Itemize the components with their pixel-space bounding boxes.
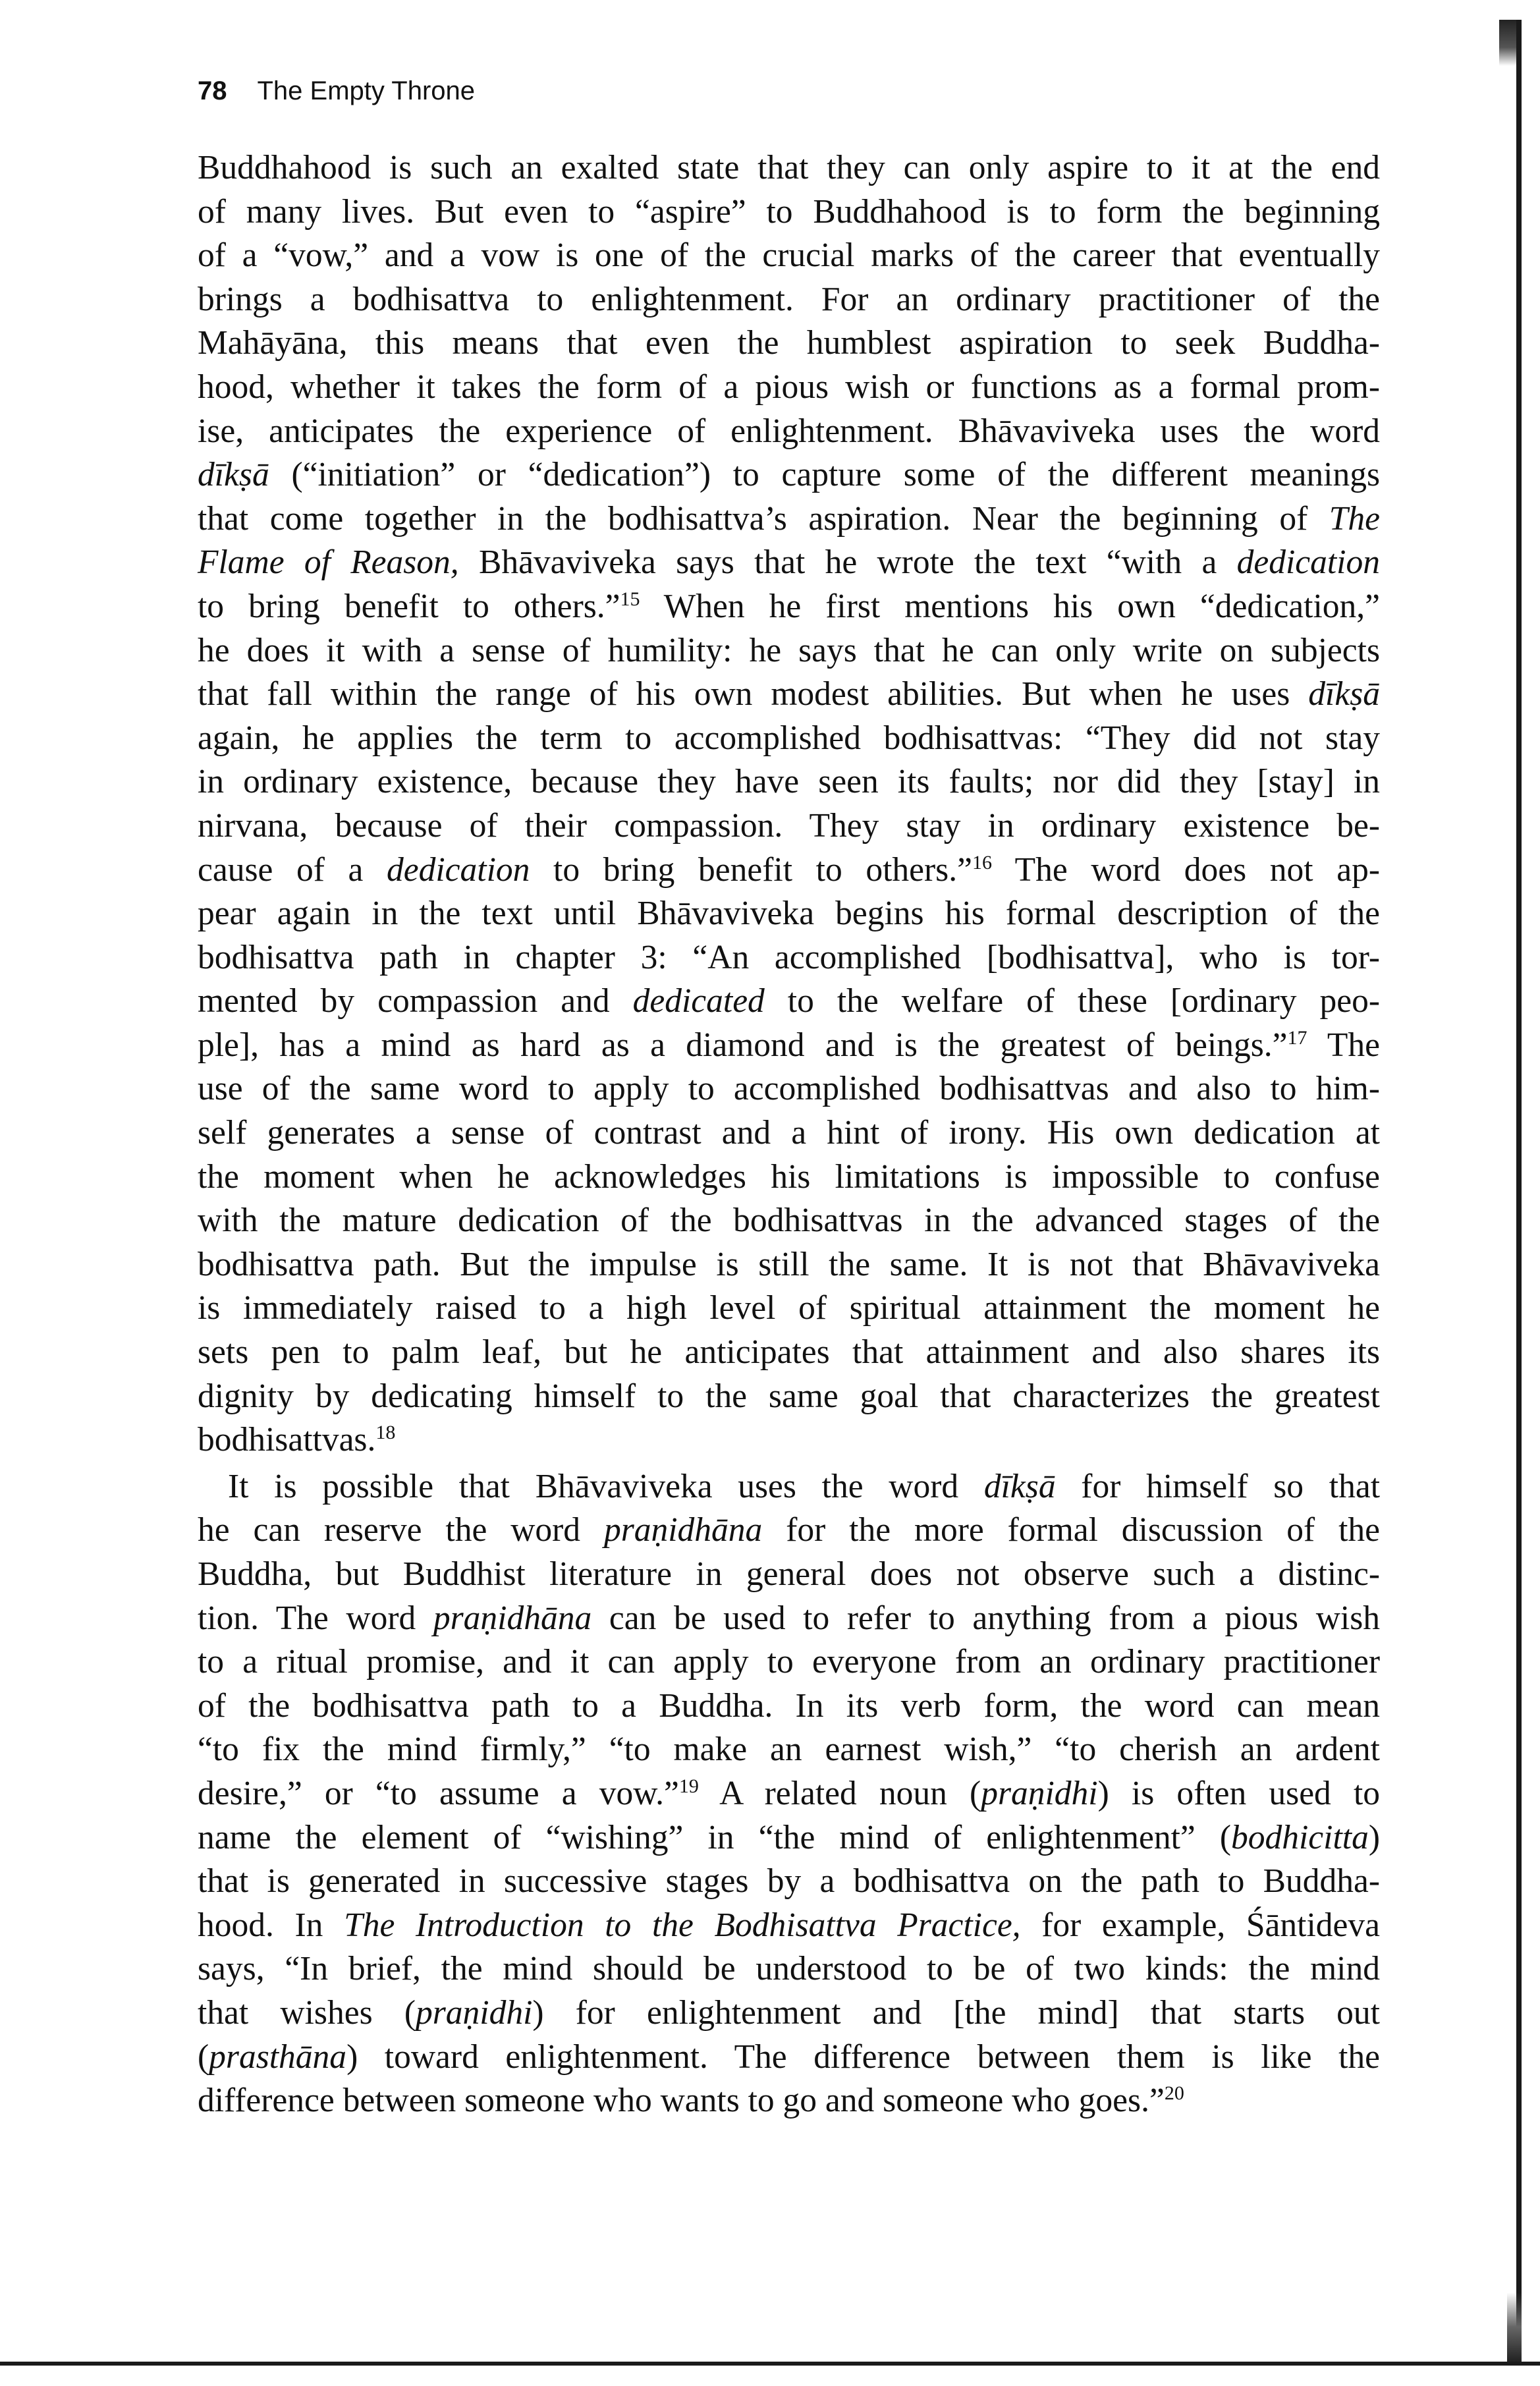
text-line: the moment when he acknowledges his limitations is impossible to confuse	[198, 1157, 1380, 1196]
scan-edge-shadow-bottom	[1507, 2292, 1522, 2362]
text-line: cause of a dedication to bring benefit to others.”$^{16}$ The word does not ap-	[198, 850, 1381, 889]
footnote-ref-15: 15	[620, 588, 640, 610]
footnote-ref-18: 18	[375, 1422, 396, 1444]
text-line: mented by compassion and dedicated to the welfare of these [ordinary peo-	[198, 982, 1380, 1020]
text-line: hood. In The Introduction to the Bodhisattva Practice, for example, Śāntideva	[198, 1906, 1380, 1944]
text-line: bodhisattvas.$^{18}$	[198, 1421, 396, 1459]
text-line: Mahāyāna, this means that even the humblest aspiration to seek Buddha-	[198, 324, 1380, 362]
text-line: is immediately raised to a high level of spiritual attainment the moment he	[198, 1289, 1380, 1327]
text-line: pear again in the text until Bhāvaviveka begins his formal description of the	[198, 895, 1380, 933]
text-line: dīkṣā (“initiation” or “dedication”) to capture some of the different meanings	[198, 456, 1380, 494]
text-line: Buddha, but Buddhist literature in general does not observe such a distinc-	[198, 1555, 1380, 1593]
scan-edge-bottom	[0, 2362, 1540, 2366]
text-line: sets pen to palm leaf, but he anticipates that attainment and also shares its	[198, 1333, 1380, 1372]
text-line: of the bodhisattva path to a Buddha. In its verb form, the word can mean	[198, 1686, 1380, 1725]
text-line: use of the same word to apply to accomplished bodhisattvas and also to him-	[198, 1070, 1380, 1108]
text-line: It is possible that Bhāvaviveka uses the word dīkṣā for himself so that	[228, 1467, 1380, 1505]
text-line: (prasthāna) toward enlightenment. The difference between them is like the	[198, 2038, 1380, 2076]
text-line: to a ritual promise, and it can apply to everyone from an ordinary practitioner	[198, 1643, 1380, 1681]
text-line: that come together in the bodhisattva’s aspiration. Near the beginning of The	[198, 499, 1380, 538]
text-line: to bring benefit to others.”$^{15}$ When he first mentions his own “dedication,”	[198, 587, 1381, 625]
body-text	[198, 146, 1380, 2123]
scan-edge-right	[1516, 20, 1522, 2362]
text-line: of a “vow,” and a vow is one of the crucial marks of the career that eventually	[198, 236, 1380, 275]
running-title: The Empty Throne	[257, 76, 476, 105]
text-line: that fall within the range of his own modest abilities. But when he uses dīkṣā	[198, 675, 1380, 713]
paragraph-1	[198, 146, 1380, 1462]
text-line: with the mature dedication of the bodhisattvas in the advanced stages of the	[198, 1202, 1380, 1240]
text-line: ise, anticipates the experience of enlightenment. Bhāvaviveka uses the word	[198, 412, 1380, 450]
text-line: Buddhahood is such an exalted state that they can only aspire to it at the end	[198, 149, 1380, 186]
text-line: that wishes (praṇidhi) for enlightenment and [the mind] that starts out	[198, 1993, 1380, 2032]
text-line: again, he applies the term to accomplished bodhisattvas: “They did not stay	[198, 719, 1380, 757]
text-line: he can reserve the word praṇidhāna for the more formal discussion of the	[198, 1511, 1381, 1549]
footnote-ref-16: 16	[972, 851, 992, 874]
text-line: name the element of “wishing” in “the mind of enlightenment” (bodhicitta)	[198, 1818, 1380, 1856]
text-line: of many lives. But even to “aspire” to Buddhahood is to form the beginning	[198, 192, 1380, 231]
text-line: that is generated in successive stages by a bodhisattva on the path to Buddha-	[198, 1862, 1380, 1900]
text-line: bodhisattva path. But the impulse is still the same. It is not that Bhāvaviveka	[198, 1245, 1380, 1283]
footnote-ref-19: 19	[678, 1775, 699, 1797]
text-line: dignity by dedicating himself to the same goal that characterizes the greatest	[198, 1377, 1380, 1415]
text-line: self generates a sense of contrast and a hint of irony. His own dedication at	[198, 1114, 1380, 1152]
footnote-ref-20: 20	[1164, 2082, 1184, 2105]
running-head	[198, 71, 475, 111]
text-line: brings a bodhisattva to enlightenment. For an ordinary practitioner of the	[198, 280, 1380, 318]
text-line: Flame of Reason, Bhāvaviveka says that he wrote the text “with a dedication	[198, 543, 1380, 582]
text-line: tion. The word praṇidhāna can be used to refer to anything from a pious wish	[198, 1599, 1380, 1637]
footnote-ref-17: 17	[1287, 1026, 1307, 1049]
text-line: nirvana, because of their compassion. They stay in ordinary existence be-	[198, 806, 1380, 845]
text-line: he does it with a sense of humility: he says that he can only write on subjects	[198, 631, 1380, 669]
text-line: in ordinary existence, because they have seen its faults; nor did they [stay] in	[198, 763, 1380, 801]
text-line: ple], has a mind as hard as a diamond and is the greatest of beings.”$^{17}$ The	[198, 1026, 1380, 1064]
text-line: difference between someone who wants to go and someone who goes.”$^{20}$	[198, 2082, 1184, 2120]
page-number: 78	[198, 76, 227, 105]
paragraph-2	[198, 1465, 1380, 2123]
text-line: bodhisattva path in chapter 3: “An accomplished [bodhisattva], who is tor-	[198, 938, 1380, 976]
text-line: desire,” or “to assume a vow.”$^{19}$ A related noun (praṇidhi) is often used to	[198, 1774, 1381, 1812]
text-line: hood, whether it takes the form of a pious wish or functions as a formal prom-	[198, 368, 1380, 406]
text-line: says, “In brief, the mind should be understood to be of two kinds: the mind	[198, 1950, 1380, 1988]
text-line: “to fix the mind firmly,” “to make an earnest wish,” “to cherish an ardent	[198, 1731, 1380, 1769]
